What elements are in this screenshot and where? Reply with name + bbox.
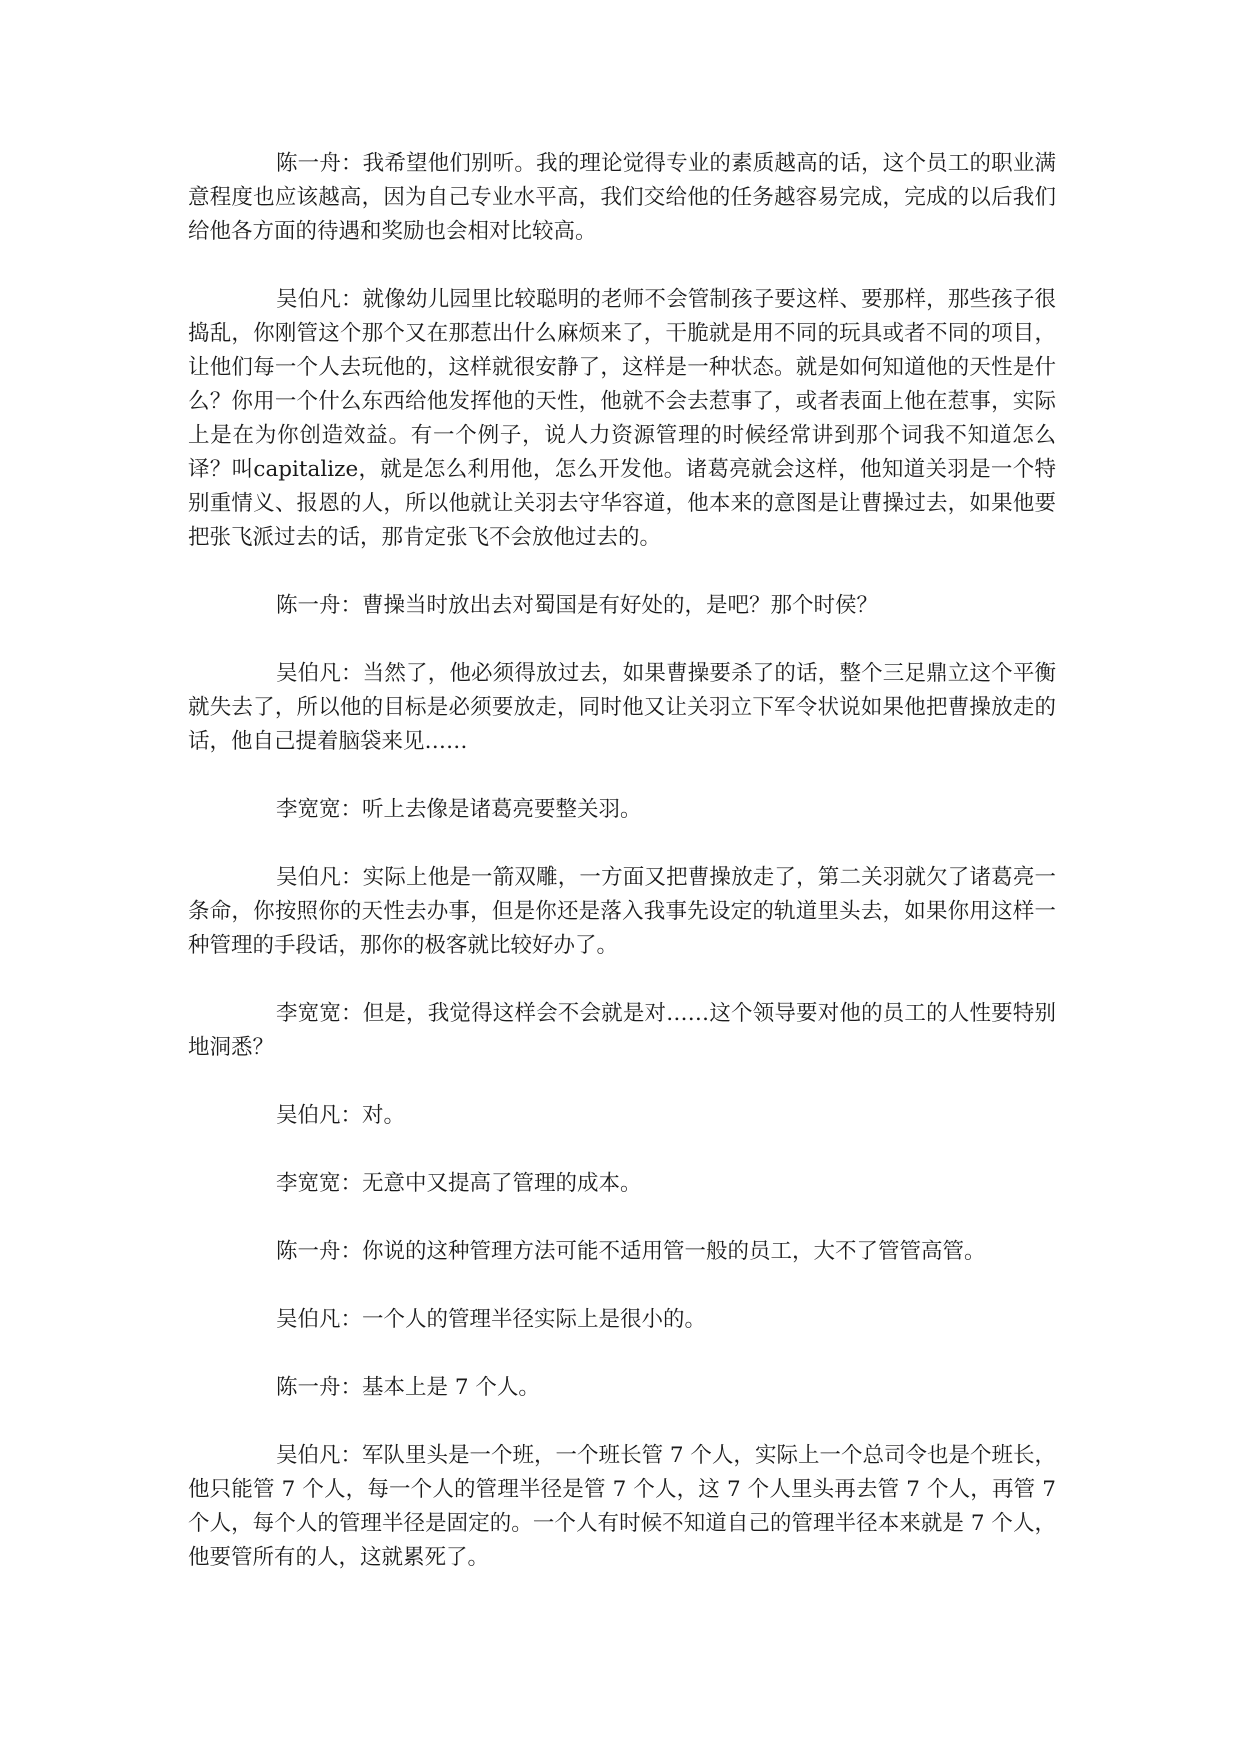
paragraph-8: 吴伯凡：对。	[276, 1103, 406, 1128]
paragraph-9: 李宽宽：无意中又提高了管理的成本。	[276, 1171, 642, 1196]
paragraph-6: 吴伯凡：实际上他是一箭双雕，一方面又把曹操放走了，第二关羽就欠了诸葛亮一条命，你按照你的天性去办事，但是你还是落入我事先设定的轨道里头去，如果你用这样一种管理的手段话，那你的极客就比较好办了。	[188, 865, 1056, 958]
paragraph-11: 吴伯凡：一个人的管理半径实际上是很小的。	[276, 1307, 707, 1332]
paragraph-13: 吴伯凡：军队里头是一个班，一个班长管 7 个人，实际上一个总司令也是个班长，他只能管 7 个人，每一个人的管理半径是管 7 个人，这 7 个人里头再去管 7 个人，再管 7 个人，每个人的管理半径是固定的。一个人有时候不知道自己的管理半径本来就是 7 个人，他要管所有的人，这就累死了。	[188, 1443, 1056, 1570]
paragraph-3: 陈一舟：曹操当时放出去对蜀国是有好处的，是吧？那个时侯？	[276, 593, 879, 618]
document-page	[188, 147, 1056, 1609]
paragraph-4: 吴伯凡：当然了，他必须得放过去，如果曹操要杀了的话，整个三足鼎立这个平衡就失去了，所以他的目标是必须要放走，同时他又让关羽立下军令状说如果他把曹操放走的话，他自己提着脑袋来见……	[188, 661, 1056, 754]
paragraph-1: 陈一舟：我希望他们别听。我的理论觉得专业的素质越高的话，这个员工的职业满意程度也应该越高，因为自己专业水平高，我们交给他的任务越容易完成，完成的以后我们给他各方面的待遇和奖励也会相对比较高。	[188, 151, 1056, 244]
paragraph-7: 李宽宽：但是，我觉得这样会不会就是对……这个领导要对他的员工的人性要特别地洞悉？	[188, 1001, 1056, 1060]
paragraph-12: 陈一舟：基本上是 7 个人。	[276, 1375, 540, 1400]
paragraph-2: 吴伯凡：就像幼儿园里比较聪明的老师不会管制孩子要这样、要那样，那些孩子很捣乱，你刚管这个那个又在那惹出什么麻烦来了，干脆就是用不同的玩具或者不同的项目，让他们每一个人去玩他的，这样就很安静了，这样是一种状态。就是如何知道他的天性是什么？你用一个什么东西给他发挥他的天性，他就不会去惹事了，或者表面上他在惹事，实际上是在为你创造效益。有一个例子，说人力资源管理的时候经常讲到那个词我不知道怎么译？叫capitalize，就是怎么利用他，怎么开发他。诸葛亮就会这样，他知道关羽是一个特别重情义、报恩的人，所以他就让关羽去守华容道，他本来的意图是让曹操过去，如果他要把张飞派过去的话，那肯定张飞不会放他过去的。	[188, 287, 1056, 550]
paragraph-5: 李宽宽：听上去像是诸葛亮要整关羽。	[276, 797, 642, 822]
paragraph-10: 陈一舟：你说的这种管理方法可能不适用管一般的员工，大不了管管高管。	[276, 1239, 986, 1264]
